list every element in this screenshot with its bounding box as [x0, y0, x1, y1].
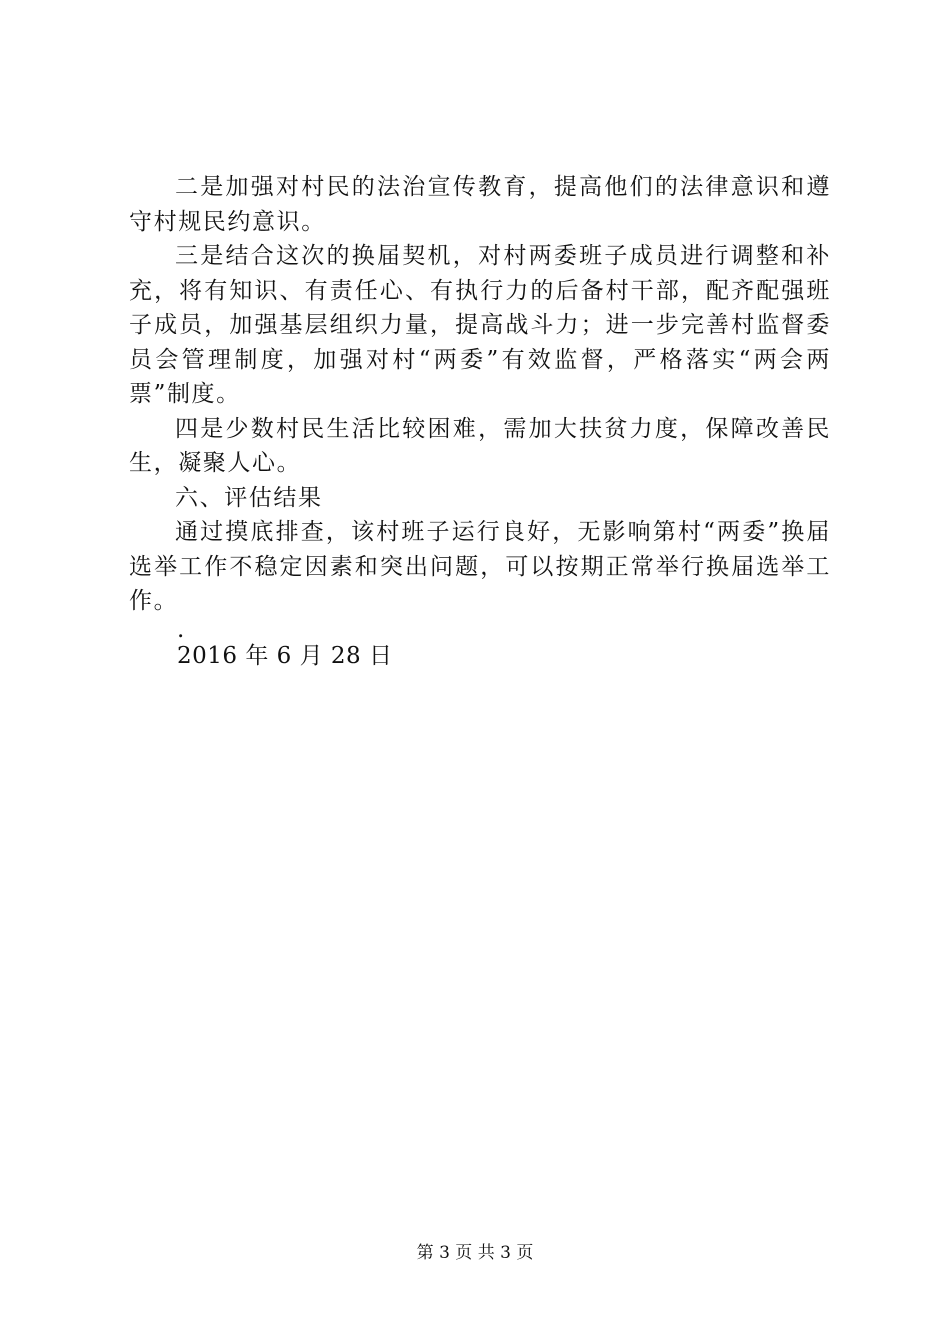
page-footer: 第 3 页 共 3 页 [416, 1243, 534, 1263]
paragraph-poverty-relief: 四是少数村民生活比较困难，需加大扶贫力度，保障改善民生，凝聚人心。 [129, 415, 831, 476]
paragraph-team-adjustment: 三是结合这次的换届契机，对村两委班子成员进行调整和补充，将有知识、有责任心、有执行力的后备村干部，配齐配强班子成员，加强基层组织力量，提高战斗力；进一步完善村监督委员会管理制度，加强对村“两委”有效监督，严格落实“两会两票”制度。 [129, 243, 831, 407]
section-heading-evaluation-result: 六、评估结果 [175, 484, 323, 511]
document-body [129, 170, 831, 673]
paragraph-evaluation-conclusion: 通过摸底排查，该村班子运行良好，无影响第村“两委”换届选举工作不稳定因素和突出问题，可以按期正常举行换届选举工作。 [129, 519, 831, 614]
document-date: 2016 年 6 月 28 日 [177, 642, 393, 669]
stray-dot: . [177, 616, 185, 643]
paragraph-legal-education: 二是加强对村民的法治宣传教育，提高他们的法律意识和遵守村规民约意识。 [129, 174, 831, 235]
